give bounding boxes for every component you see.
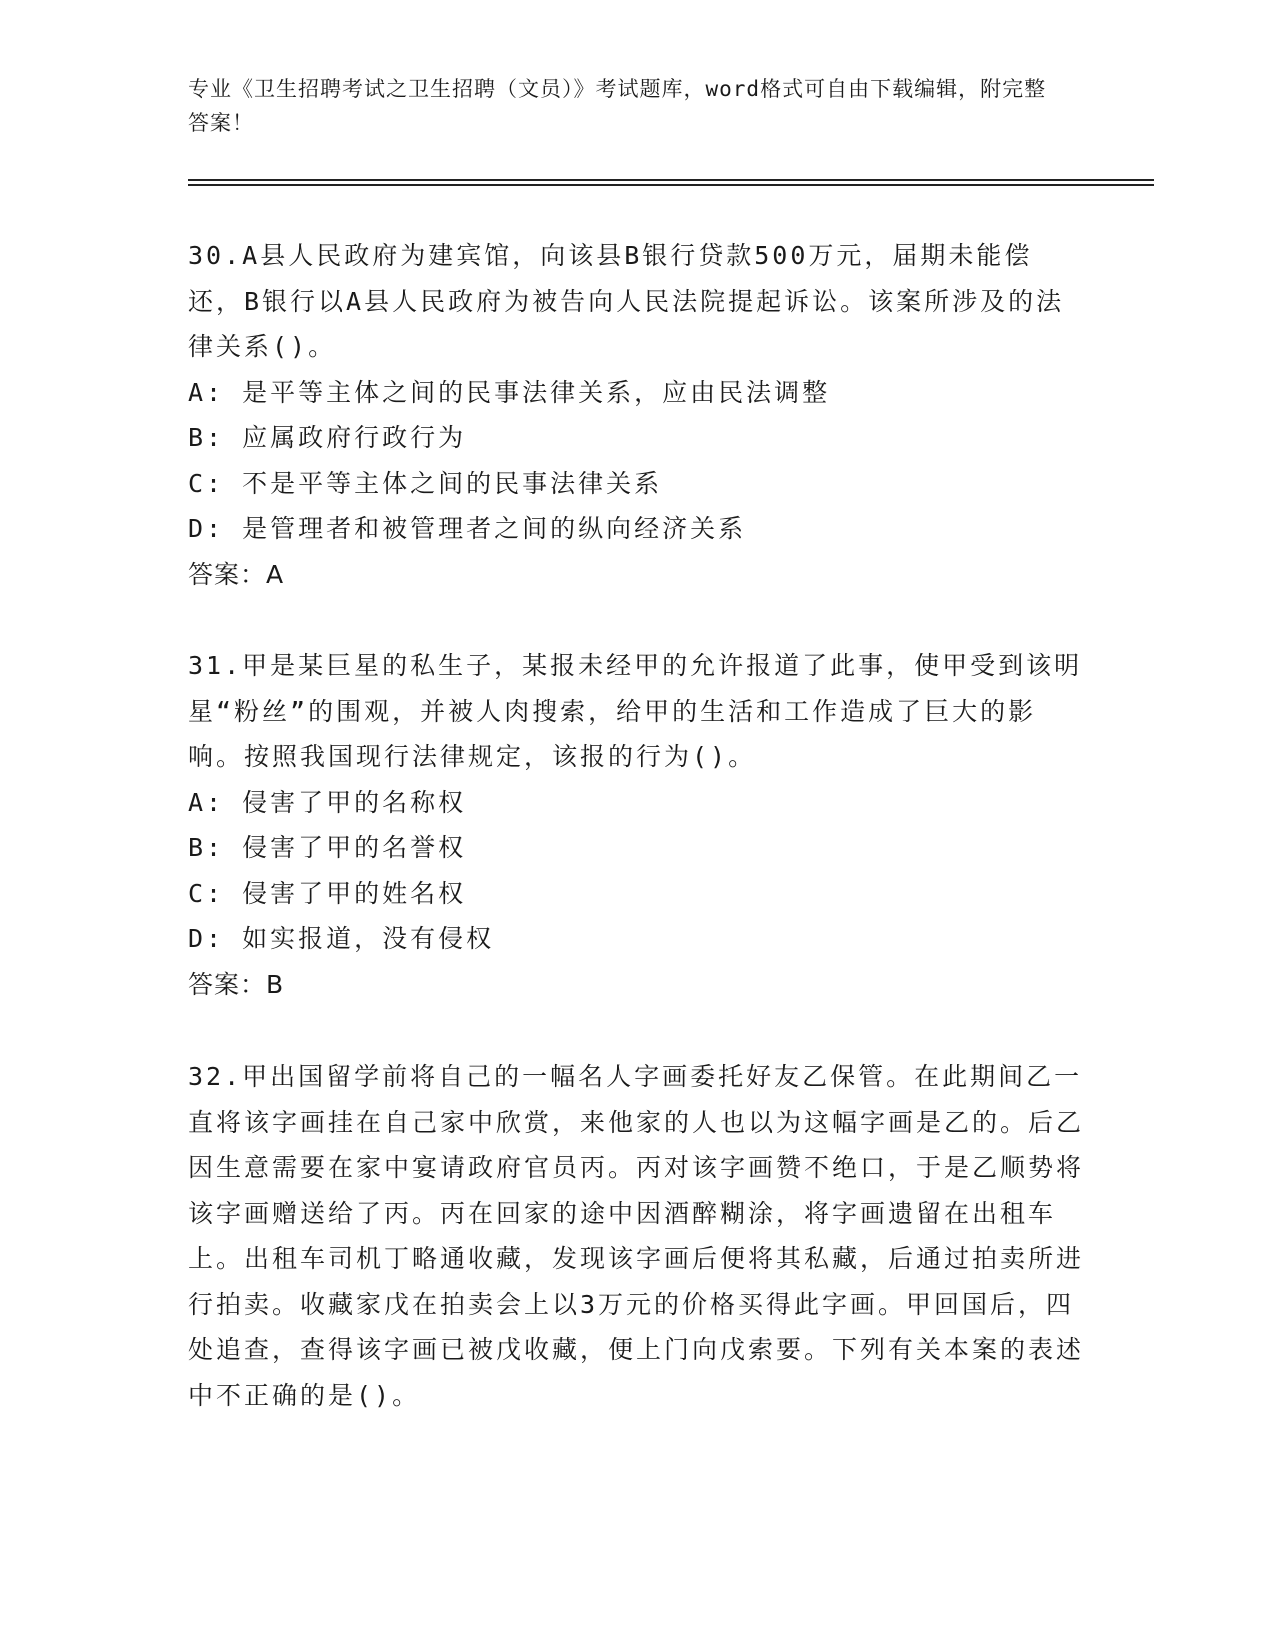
question-32: [188, 1054, 1088, 1418]
option-c: C: 侵害了甲的姓名权: [188, 878, 467, 908]
option-a: A: 是平等主体之间的民事法律关系，应由民法调整: [188, 377, 831, 407]
question-31: [188, 643, 1088, 1007]
option-a: A: 侵害了甲的名称权: [188, 787, 467, 817]
header-rule-bottom: [188, 184, 1154, 186]
option-b: B: 侵害了甲的名誉权: [188, 833, 467, 862]
question-30: [188, 233, 1088, 597]
question-stem: 30.A县人民政府为建宾馆，向该县B银行贷款500万元，届期未能偿还，B银行以A县人民政府为被告向人民法院提起诉讼。该案所涉及的法律关系()。: [188, 241, 1065, 361]
answer-line: 答案：B: [188, 969, 285, 999]
option-c: C: 不是平等主体之间的民事法律关系: [188, 468, 663, 498]
question-stem: 32.甲出国留学前将自己的一幅名人字画委托好友乙保管。在此期间乙一直将该字画挂在自己家中欣赏，来他家的人也以为这幅字画是乙的。后乙因生意需要在家中宴请政府官员丙。丙对该字画赞不绝口，于是乙顺势将该字画赠送给了丙。丙在回家的途中因酒醉糊涂，将字画遗留在出租车上。出租车司机丁略通收藏，发现该字画后便将其私藏，后通过拍卖所进行拍卖。收藏家戊在拍卖会上以3万元的价格买得此字画。甲回国后，四处追查，查得该字画已被戊收藏，便上门向戊索要。下列有关本案的表述中不正确的是()。: [188, 1062, 1085, 1410]
question-stem: 31.甲是某巨星的私生子，某报未经甲的允许报道了此事，使甲受到该明星“粉丝”的围观，并被人肉搜索，给甲的生活和工作造成了巨大的影响。按照我国现行法律规定，该报的行为()。: [188, 651, 1083, 771]
header-rule-top: [188, 179, 1154, 181]
option-d: D: 是管理者和被管理者之间的纵向经济关系: [188, 514, 747, 543]
document-header: 专业《卫生招聘考试之卫生招聘（文员）》考试题库，word格式可自由下载编辑，附完整答案！: [188, 77, 1047, 135]
option-b: B: 应属政府行政行为: [188, 423, 467, 452]
option-d: D: 如实报道，没有侵权: [188, 924, 495, 953]
answer-line: 答案：A: [188, 559, 285, 589]
